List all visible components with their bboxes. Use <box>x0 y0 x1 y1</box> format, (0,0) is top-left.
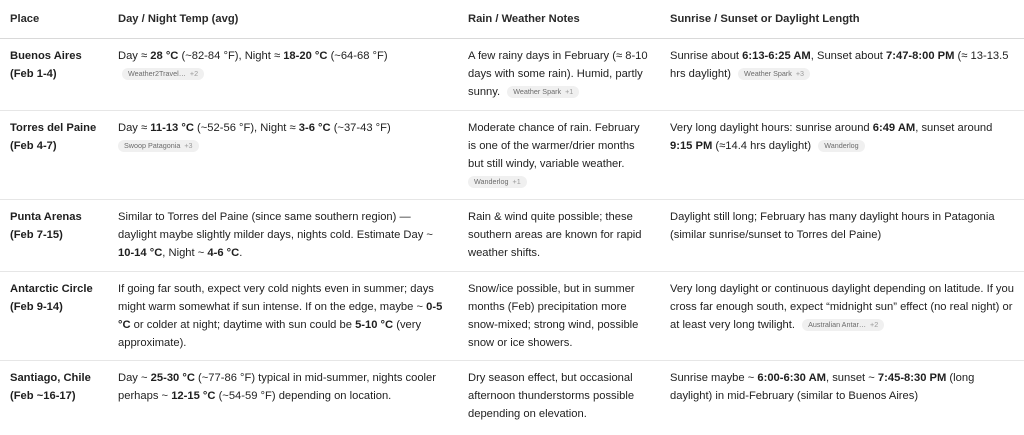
place-name: Punta Arenas <box>10 211 82 223</box>
place-cell <box>0 39 108 111</box>
sunrise-value: 6:13-6:25 AM <box>742 50 811 62</box>
sun-text: (≈ 13-13.5 hrs daylight) <box>670 50 1009 80</box>
temp-cell <box>108 111 458 200</box>
sunrise-value: 6:49 AM <box>872 122 916 134</box>
temp-night-value: 4-6 °C <box>207 247 240 259</box>
temp-text: or colder at night; daytime with sun could be <box>130 319 356 331</box>
table-row <box>0 111 1024 200</box>
rain-cell <box>458 361 660 433</box>
citation-more-count: +1 <box>512 177 521 186</box>
citation-chip[interactable] <box>118 140 199 152</box>
sun-cell <box>660 111 1024 200</box>
place-name: Buenos Aires <box>10 50 82 62</box>
citation-chip[interactable] <box>802 319 884 331</box>
citation-more-count: +3 <box>795 69 805 78</box>
sun-text: , Sunset about <box>810 50 887 62</box>
citation-source: Weather2Travel… <box>128 69 186 78</box>
table-row <box>0 361 1024 433</box>
rain-text: Dry season effect, but occasional afternoon thunderstorms possible depending on elevation. <box>468 372 635 420</box>
temp-text: (~37-43 °F) <box>330 122 391 134</box>
place-dates: (Feb 1-4) <box>10 68 57 80</box>
citation-more-count: +3 <box>184 141 193 150</box>
rain-cell <box>458 111 660 200</box>
temp-day-value: 11-13 °C <box>150 122 194 134</box>
sun-cell <box>660 39 1024 111</box>
place-cell <box>0 111 108 200</box>
temp-text: , Night ~ <box>162 247 208 259</box>
rain-text: Snow/ice possible, but in summer months (Feb) precipitation more snow-mixed; strong wind, possible snow or ice showers. <box>468 283 639 349</box>
temp-cell <box>108 361 458 433</box>
temp-night-value: 18-20 °C <box>283 50 328 62</box>
place-dates: (Feb 7-15) <box>10 229 63 241</box>
place-cell <box>0 272 108 361</box>
temp-night-value: 3-6 °C <box>298 122 331 134</box>
temp-cell <box>108 200 458 272</box>
temp-cell <box>108 39 458 111</box>
temp-text: (~82-84 °F), Night ≈ <box>178 50 284 62</box>
place-name: Santiago, Chile <box>10 372 91 384</box>
place-name: Torres del Paine <box>10 122 97 134</box>
sun-text: (≈14.4 hrs daylight) <box>712 140 812 152</box>
temp-text: (~54-59 °F) depending on location. <box>215 390 392 402</box>
table-header-row <box>0 0 1024 39</box>
temp-text: Day ~ <box>118 372 151 384</box>
citation-chip[interactable] <box>468 176 527 188</box>
citation-source: Australian Antar… <box>808 320 867 329</box>
sun-text: , sunset ~ <box>825 372 878 384</box>
citation-source: Weather Spark <box>513 87 562 96</box>
rain-cell <box>458 39 660 111</box>
temp-cell <box>108 272 458 361</box>
header-rain: Rain / Weather Notes <box>458 0 660 39</box>
rain-cell <box>458 200 660 272</box>
citation-chip[interactable] <box>507 86 579 98</box>
temp-text: Day ≈ <box>118 50 151 62</box>
table-row <box>0 200 1024 272</box>
sunset-value: 9:15 PM <box>670 140 713 152</box>
place-dates: (Feb 4-7) <box>10 140 57 152</box>
temp-text: (very approximate). <box>118 319 422 349</box>
place-cell <box>0 200 108 272</box>
rain-cell <box>458 272 660 361</box>
temp-text: (~52-56 °F), Night ≈ <box>193 122 299 134</box>
table-row <box>0 39 1024 111</box>
citation-chip[interactable] <box>738 68 810 80</box>
rain-text: Rain & wind quite possible; these southern areas are known for rapid weather shifts. <box>468 211 642 259</box>
place-cell <box>0 361 108 433</box>
header-sun: Sunrise / Sunset or Daylight Length <box>660 0 1024 39</box>
rain-text: Moderate chance of rain. February is one of the warmer/drier months but still windy, variable weather. <box>468 122 640 170</box>
sunrise-value: 6:00-6:30 AM <box>757 372 826 384</box>
sun-text: , sunset around <box>915 122 993 134</box>
sun-cell <box>660 200 1024 272</box>
citation-chip[interactable] <box>818 140 865 152</box>
temp-text: If going far south, expect very cold nights even in summer; days might warm somewhat if sun intense. If on the edge, maybe ~ <box>118 283 434 313</box>
temp-night-value: 5-10 °C <box>355 319 394 331</box>
citation-source: Weather Spark <box>744 69 792 78</box>
sun-text: Very long daylight hours: sunrise around <box>670 122 873 134</box>
sunset-value: 7:47-8:00 PM <box>886 50 955 62</box>
citation-more-count: +2 <box>870 320 879 329</box>
sun-text: Sunrise maybe ~ <box>670 372 758 384</box>
place-dates: (Feb ~16-17) <box>10 390 76 402</box>
citation-source: Wanderlog <box>474 177 509 186</box>
table-row <box>0 272 1024 361</box>
citation-more-count: +1 <box>565 87 574 96</box>
header-temp: Day / Night Temp (avg) <box>108 0 458 39</box>
citation-more-count: +2 <box>189 69 199 78</box>
sun-text: Daylight still long; February has many daylight hours in Patagonia (similar sunrise/sunset to Torres del Paine) <box>670 211 995 241</box>
temp-text: Similar to Torres del Paine (since same southern region) — daylight maybe slightly milder days, nights cold. Estimate Day ~ <box>118 211 433 241</box>
place-name: Antarctic Circle <box>10 283 93 295</box>
citation-source: Wanderlog <box>824 141 859 150</box>
sun-cell <box>660 272 1024 361</box>
temp-text: . <box>239 247 243 259</box>
citation-chip[interactable] <box>122 68 204 80</box>
temp-day-value: 25-30 °C <box>150 372 195 384</box>
sun-text: (long daylight) in mid-February (similar to Buenos Aires) <box>670 372 975 402</box>
temp-day-value: 28 °C <box>150 50 179 62</box>
temp-day-value: 10-14 °C <box>118 247 163 259</box>
temp-night-value: 12-15 °C <box>171 390 216 402</box>
citation-source: Swoop Patagonia <box>124 141 181 150</box>
header-place: Place <box>0 0 108 39</box>
sun-text: Sunrise about <box>670 50 743 62</box>
place-dates: (Feb 9-14) <box>10 301 63 313</box>
temp-text: (~64-68 °F) <box>327 50 388 62</box>
sun-cell <box>660 361 1024 433</box>
sun-text: Very long daylight or continuous daylight depending on latitude. If you cross far enough south, expect “midnight sun” effect (no real night) or at least very long twilight. <box>670 283 1014 331</box>
temp-text: Day ≈ <box>118 122 151 134</box>
temp-text: (~77-86 °F) typical in mid-summer, nights cooler perhaps ~ <box>118 372 436 402</box>
rain-text: A few rainy days in February (≈ 8-10 days with some rain). Humid, partly sunny. <box>468 50 648 98</box>
sunset-value: 7:45-8:30 PM <box>877 372 947 384</box>
temp-day-value: 0-5 °C <box>118 301 443 331</box>
